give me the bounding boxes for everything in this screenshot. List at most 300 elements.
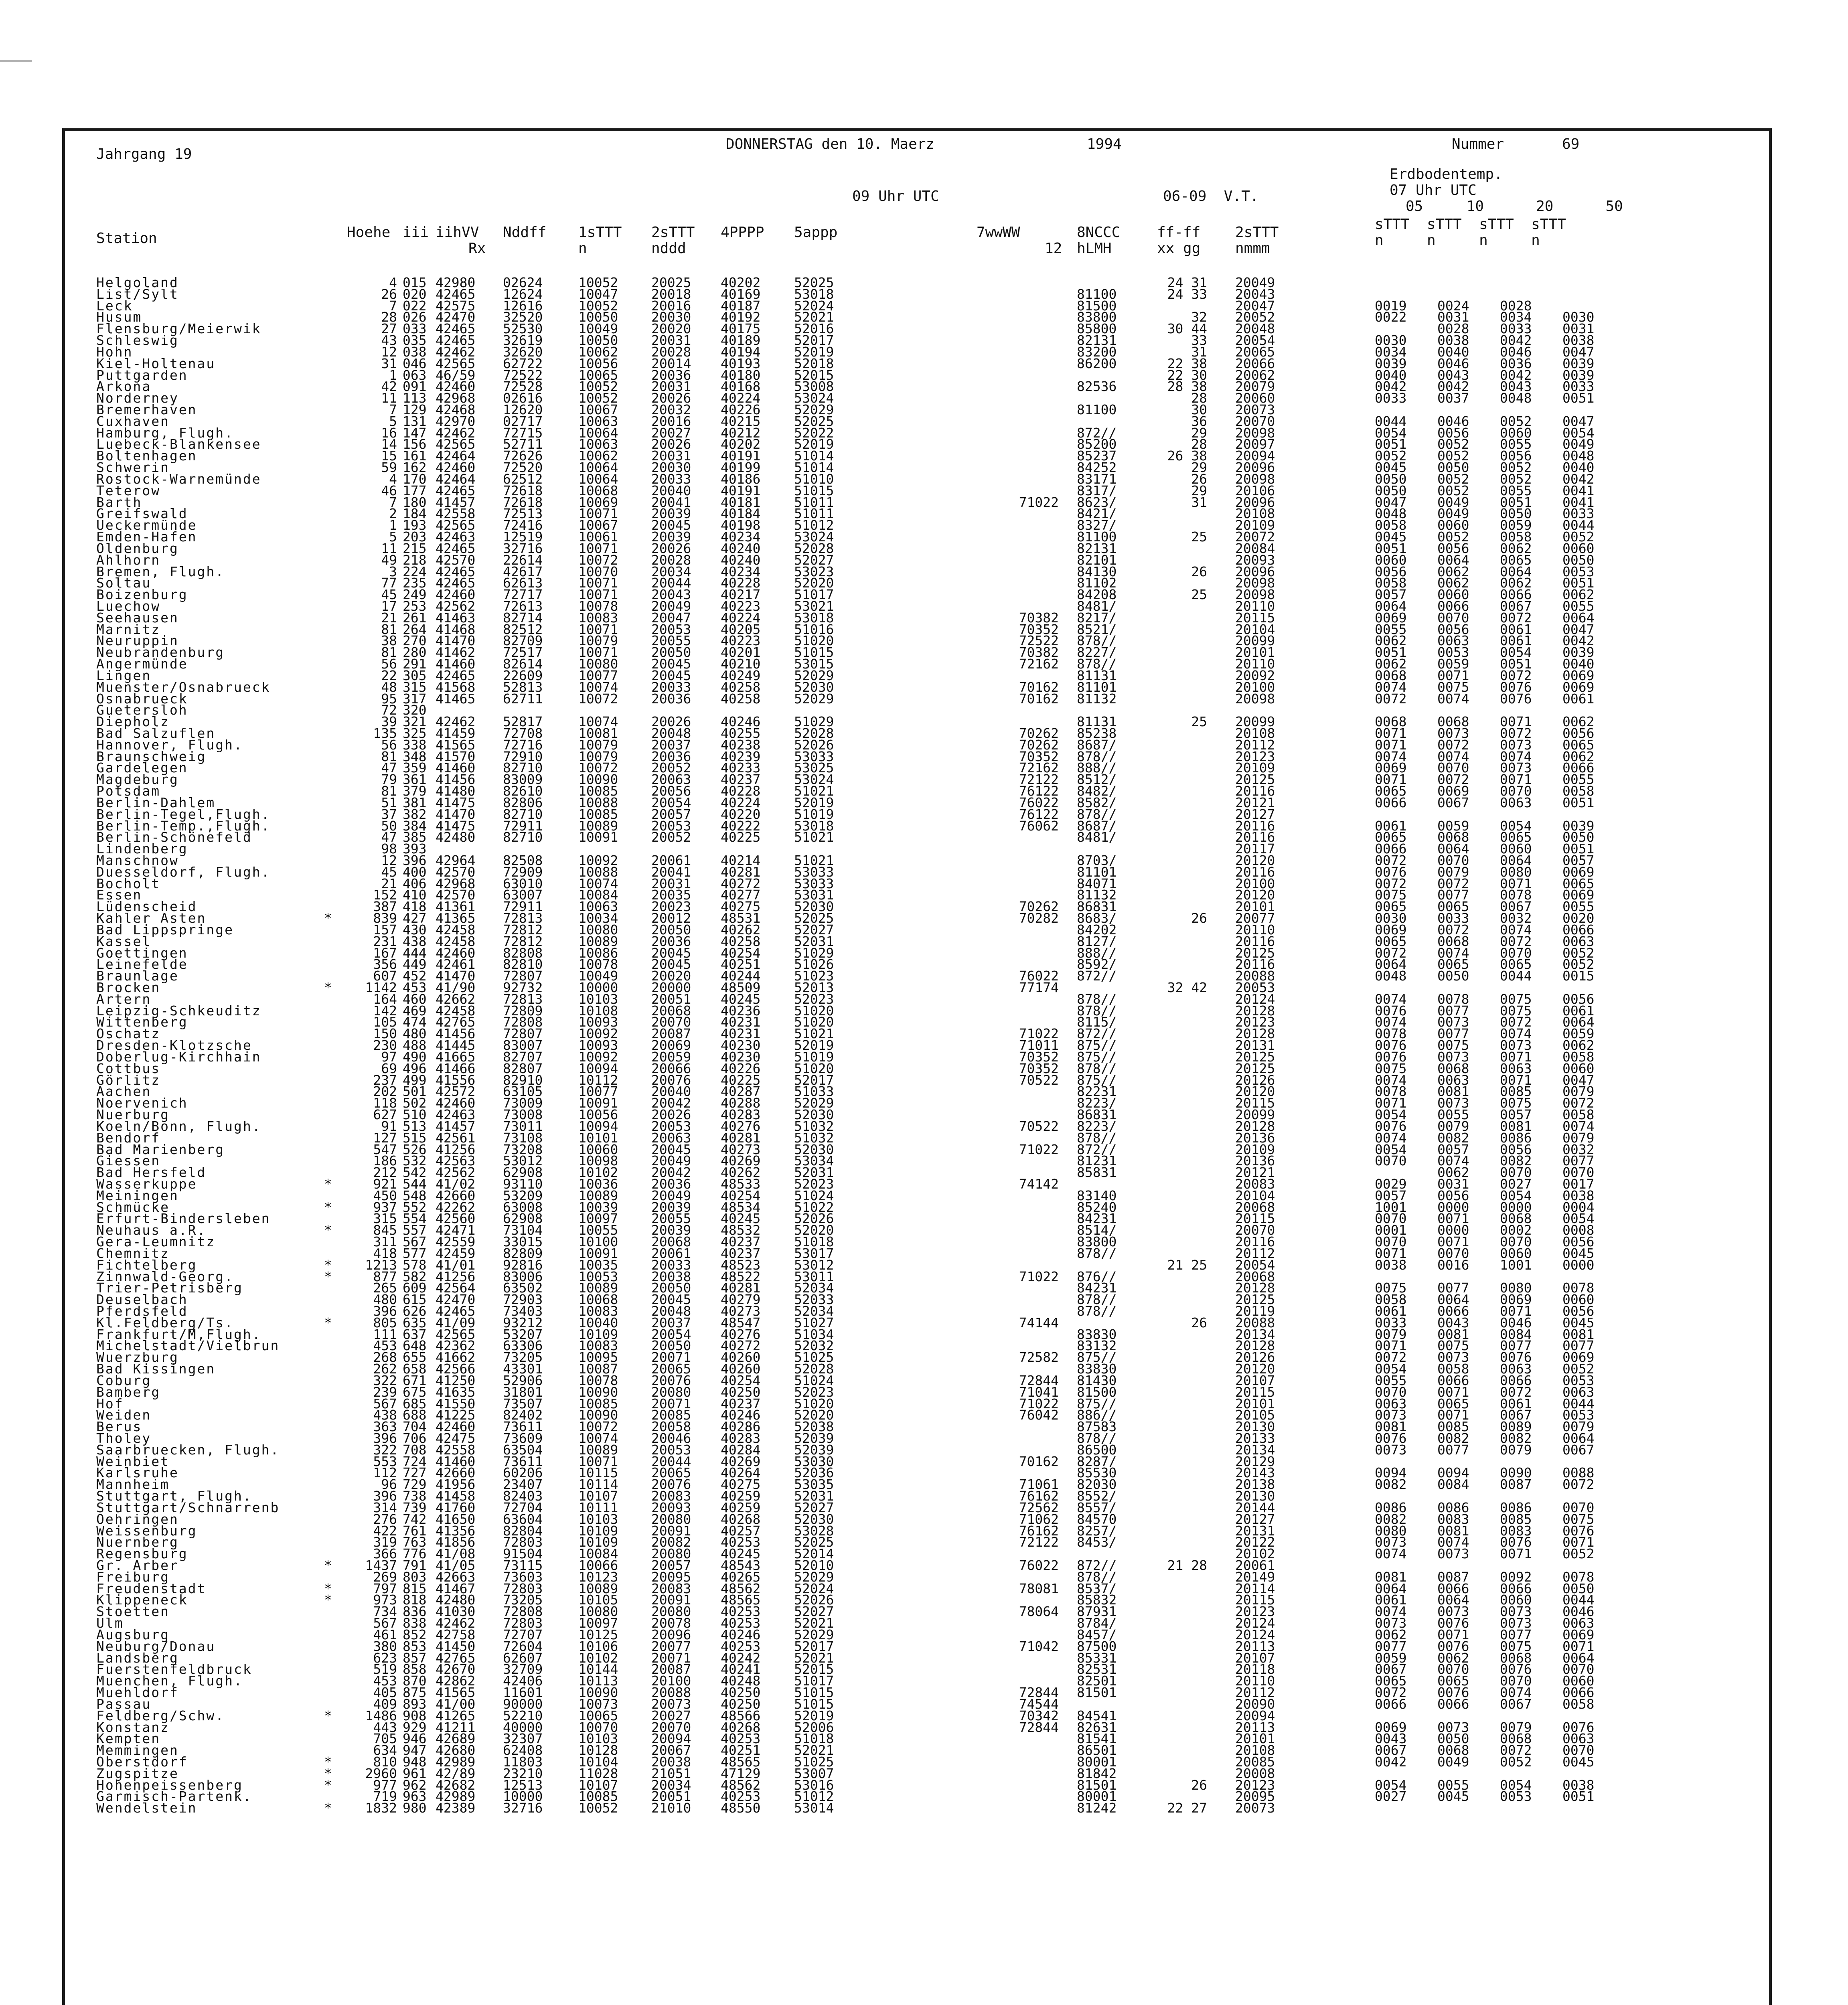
station-id: 671 (403, 1372, 427, 1388)
station-id: 515 (403, 1130, 427, 1146)
soil-temp-05: 0047 (1375, 494, 1407, 510)
group-nddff: 82808 (503, 945, 543, 961)
soil-temp-05: 0069 (1375, 610, 1407, 626)
soil-temp-10: 0077 (1437, 1003, 1469, 1019)
soil-temp-20: 0054 (1500, 644, 1532, 660)
group-1sttt: 10089 (578, 1442, 618, 1458)
group-1sttt: 10090 (578, 1685, 618, 1701)
soil-temp-05: 0082 (1375, 1476, 1407, 1493)
group-nddff: 52210 (503, 1707, 543, 1723)
col-station: Station (96, 230, 157, 247)
soil-temp-10: 0070 (1437, 760, 1469, 776)
soil-temp-20: 0067 (1500, 1696, 1532, 1712)
group-4pppp: 40231 (721, 1014, 761, 1030)
group-2sttt: 20026 (651, 390, 691, 406)
soil-temp-05: 0063 (1375, 1395, 1407, 1412)
soil-temp-20: 0063 (1500, 794, 1532, 810)
group-4pppp: 40249 (721, 667, 761, 683)
group-1sttt: 10036 (578, 1176, 618, 1192)
group-1sttt: 10089 (578, 1280, 618, 1296)
group-nddff: 62908 (503, 1211, 543, 1227)
soil-temp-50: 0066 (1562, 760, 1595, 776)
soil-temp-10: 0077 (1437, 1026, 1469, 1042)
group-4pppp: 40175 (721, 321, 761, 337)
station-name: Braunlage (96, 968, 179, 984)
soil-temp-20: 0065 (1500, 552, 1532, 568)
soil-temp-20: 0073 (1500, 1037, 1532, 1053)
station-id: 947 (403, 1742, 427, 1758)
soil-temp-05: 0074 (1375, 991, 1407, 1007)
station-height: 96 (381, 1476, 397, 1493)
station-id: 946 (403, 1731, 427, 1747)
group-8nccc: 82536 (1077, 379, 1117, 395)
group-nddff: 92732 (503, 980, 543, 996)
col-8nccc: 8NCCC (1077, 224, 1121, 241)
group-nddff: 11803 (503, 1754, 543, 1770)
group-4pppp: 48522 (721, 1268, 761, 1284)
station-id: 791 (403, 1557, 427, 1574)
soil-temp-50: 0077 (1562, 1338, 1595, 1354)
group-ff: 21 28 (1167, 1557, 1207, 1574)
group-1sttt: 10111 (578, 1499, 618, 1515)
group-1sttt: 10047 (578, 286, 618, 302)
group-2sttt: 20048 (651, 1303, 691, 1319)
group-nddff: 72522 (503, 367, 543, 383)
station-name: Regensburg (96, 1546, 188, 1562)
group-2sttt: 20077 (651, 1638, 691, 1654)
group-1sttt: 10088 (578, 864, 618, 880)
group-2sttt: 20033 (651, 679, 691, 695)
group-2sttt-min: 20065 (1235, 344, 1275, 360)
group-nddff: 40000 (503, 1719, 543, 1735)
group-8nccc: 87583 (1077, 1419, 1117, 1435)
group-ihvv: 41460 (436, 760, 476, 776)
group-nddff: 82804 (503, 1523, 543, 1539)
soil-temp-20: 0072 (1500, 667, 1532, 683)
group-2sttt: 20037 (651, 1314, 691, 1331)
soil-temp-20: 0092 (1500, 1569, 1532, 1585)
group-2sttt-min: 20112 (1235, 1245, 1275, 1261)
soil-temp-50: 0017 (1562, 1176, 1595, 1192)
group-2sttt-min: 20047 (1235, 298, 1275, 314)
soil-temp-20: 0034 (1500, 309, 1532, 325)
group-ihvv: 42968 (436, 390, 476, 406)
station-height: 97 (381, 1049, 397, 1065)
soil-temp-50: 0044 (1562, 1592, 1595, 1608)
soil-temp-20: 0071 (1500, 1049, 1532, 1065)
soil-temp-05: 0080 (1375, 1523, 1407, 1539)
group-ihvv: 41462 (436, 644, 476, 660)
station-height: 269 (373, 1569, 397, 1585)
group-7wwww: 71022 (1019, 1141, 1059, 1157)
group-ihvv: 42689 (436, 1731, 476, 1747)
group-1sttt: 10085 (578, 806, 618, 822)
soil-temp-10: 0074 (1437, 748, 1469, 764)
group-ihvv: 42465 (436, 667, 476, 683)
soil-temp-20: 0066 (1500, 1580, 1532, 1596)
group-ihvv: 41265 (436, 1707, 476, 1723)
group-1sttt: 10107 (578, 1777, 618, 1793)
group-1sttt: 10071 (578, 540, 618, 556)
soil-temp-05: 0051 (1375, 644, 1407, 660)
group-5appp: 52027 (794, 921, 834, 938)
group-7wwww: 72522 (1019, 633, 1059, 649)
soil-temp-50: 0076 (1562, 1719, 1595, 1735)
soil-temp-20: 0061 (1500, 621, 1532, 637)
group-nddff: 91504 (503, 1546, 543, 1562)
soil-temp-05: 0054 (1375, 1107, 1407, 1123)
soil-temp-10: 0049 (1437, 494, 1469, 510)
soil-temp-05: 0060 (1375, 552, 1407, 568)
col-soil-sub: n n n n (1375, 232, 1540, 249)
group-1sttt: 10084 (578, 887, 618, 903)
soil-temp-50: 0031 (1562, 321, 1595, 337)
soil-temp-05: 0058 (1375, 575, 1407, 591)
group-ihvv: 42460 (436, 587, 476, 603)
group-5appp: 51032 (794, 1118, 834, 1134)
soil-temp-10: 0064 (1437, 552, 1469, 568)
soil-temp-50: 0051 (1562, 1788, 1595, 1804)
group-ihvv: 41/01 (436, 1257, 476, 1273)
group-1sttt: 10062 (578, 448, 618, 464)
soil-temp-05: 0061 (1375, 1303, 1407, 1319)
soil-temp-20: 0078 (1500, 887, 1532, 903)
soil-temp-50: 0053 (1562, 563, 1595, 579)
group-4pppp: 40250 (721, 1696, 761, 1712)
soil-temp-10: 0065 (1437, 956, 1469, 972)
soil-temp-50: 0078 (1562, 1280, 1595, 1296)
station-id: 215 (403, 540, 427, 556)
soil-temp-10: 0066 (1437, 1372, 1469, 1388)
group-8nccc: 81541 (1077, 1731, 1117, 1747)
station-height: 26 (381, 286, 397, 302)
soil-temp-20: 0051 (1500, 656, 1532, 672)
group-nddff: 93110 (503, 1176, 543, 1192)
soil-temp-50: 0052 (1562, 1361, 1595, 1377)
station-height: 12 (381, 853, 397, 868)
high-station-marker: * (324, 910, 332, 926)
soil-temp-50: 0041 (1562, 494, 1595, 510)
group-4pppp: 40275 (721, 899, 761, 915)
soil-temp-05: 0043 (1375, 1731, 1407, 1747)
group-7wwww: 76122 (1019, 783, 1059, 799)
group-nddff: 22609 (503, 667, 543, 683)
group-8nccc: 875// (1077, 1049, 1117, 1065)
soil-temp-10: 0073 (1437, 1049, 1469, 1065)
station-id: 161 (403, 448, 427, 464)
group-nddff: 02717 (503, 413, 543, 429)
station-height: 239 (373, 1384, 397, 1400)
station-height: 3 (389, 563, 397, 579)
station-name: Luebeck-Blankensee (96, 436, 261, 452)
soil-temp-50: 0039 (1562, 355, 1595, 371)
soil-temp-20: 0065 (1500, 956, 1532, 972)
soil-temp-05: 0074 (1375, 1014, 1407, 1030)
group-8nccc: 85237 (1077, 448, 1117, 464)
group-5appp: 51032 (794, 1130, 834, 1146)
group-2sttt: 20042 (651, 1165, 691, 1181)
group-ihvv: 41550 (436, 1395, 476, 1412)
soil-temp-50: 0047 (1562, 621, 1595, 637)
station-id: 020 (403, 286, 427, 302)
soil-temp-05: 0058 (1375, 1292, 1407, 1308)
group-5appp: 52015 (794, 367, 834, 383)
soil-temp-50: 0076 (1562, 1523, 1595, 1539)
group-2sttt: 20070 (651, 1014, 691, 1030)
group-2sttt-min: 20100 (1235, 679, 1275, 695)
station-name: Frankfurt/M,Flugh. (96, 1326, 261, 1342)
group-ihvv: 42989 (436, 1788, 476, 1804)
station-name: Neuhaus a.R. (96, 1222, 207, 1238)
station-name: Fuerstenfeldbruck (96, 1661, 252, 1677)
group-1sttt: 10084 (578, 1546, 618, 1562)
station-name: Bendorf (96, 1130, 161, 1146)
group-ff: 24 33 (1167, 286, 1207, 302)
group-4pppp: 40277 (721, 887, 761, 903)
soil-temp-05: 0061 (1375, 818, 1407, 834)
station-id: 224 (403, 563, 427, 579)
soil-temp-20: 0079 (1500, 1442, 1532, 1458)
station-id: 270 (403, 633, 427, 649)
group-2sttt-min: 20129 (1235, 1453, 1275, 1469)
group-nddff: 02624 (503, 275, 543, 290)
soil-temp-05: 0055 (1375, 1372, 1407, 1388)
soil-temp-20: 0042 (1500, 332, 1532, 348)
group-ihvv: 42465 (436, 563, 476, 579)
group-8nccc: 86501 (1077, 1742, 1117, 1758)
station-id: 046 (403, 355, 427, 371)
group-ff: 29 (1191, 460, 1207, 476)
group-5appp: 51023 (794, 968, 834, 984)
group-nddff: 72416 (503, 517, 543, 533)
group-1sttt: 10077 (578, 1084, 618, 1100)
group-1sttt: 10097 (578, 1211, 618, 1227)
soil-temp-10: 0074 (1437, 691, 1469, 707)
station-name: Weinbiet (96, 1453, 170, 1469)
soil-temp-10: 0033 (1437, 910, 1469, 926)
soil-temp-10: 0072 (1437, 737, 1469, 753)
group-2sttt-min: 20098 (1235, 425, 1275, 441)
high-station-marker: * (324, 1754, 332, 1770)
group-ff: 21 25 (1167, 1257, 1207, 1273)
group-nddff: 73611 (503, 1419, 543, 1435)
group-8nccc: 84231 (1077, 1211, 1117, 1227)
soil-temp-10: 0043 (1437, 367, 1469, 383)
group-ihvv: 41256 (436, 1141, 476, 1157)
station-height: 363 (373, 1419, 397, 1435)
group-4pppp: 40255 (721, 725, 761, 741)
soil-temp-10: 0059 (1437, 656, 1469, 672)
soil-temp-50: 0052 (1562, 945, 1595, 961)
group-4pppp: 40245 (721, 1211, 761, 1227)
group-2sttt-min: 20121 (1235, 1165, 1275, 1181)
group-5appp: 52014 (794, 1546, 834, 1562)
soil-temp-50: 0033 (1562, 506, 1595, 522)
group-2sttt-min: 20134 (1235, 1326, 1275, 1342)
soil-temp-20: 0055 (1500, 436, 1532, 452)
soil-temp-05: 0071 (1375, 725, 1407, 741)
group-4pppp: 40212 (721, 425, 761, 441)
group-5appp: 52023 (794, 1176, 834, 1192)
soil-temp-05: 0076 (1375, 1003, 1407, 1019)
station-height: 1486 (365, 1707, 397, 1723)
group-4pppp: 40189 (721, 332, 761, 348)
station-name: Bad Lippspringe (96, 921, 234, 938)
group-ihvv: 42465 (436, 575, 476, 591)
group-1sttt: 10083 (578, 610, 618, 626)
group-2sttt: 20048 (651, 725, 691, 741)
soil-temp-20: 0075 (1500, 1095, 1532, 1111)
group-2sttt: 20031 (651, 448, 691, 464)
station-height: 977 (373, 1777, 397, 1793)
group-2sttt: 20055 (651, 633, 691, 649)
station-name: Meiningen (96, 1187, 179, 1203)
group-5appp: 52029 (794, 1626, 834, 1642)
group-ihvv: 41450 (436, 1638, 476, 1654)
group-4pppp: 40276 (721, 1118, 761, 1134)
group-8nccc: 81842 (1077, 1765, 1117, 1781)
group-ff: 26 (1191, 563, 1207, 579)
group-2sttt-min: 20088 (1235, 1314, 1275, 1331)
group-1sttt: 10089 (578, 1580, 618, 1596)
soil-temp-05: 0062 (1375, 1626, 1407, 1642)
station-height: 39 (381, 714, 397, 730)
soil-temp-05: 0001 (1375, 1222, 1407, 1238)
group-2sttt-min: 20099 (1235, 714, 1275, 730)
group-2sttt: 20070 (651, 1719, 691, 1735)
station-height: 17 (381, 598, 397, 614)
soil-temp-05: 0072 (1375, 875, 1407, 891)
group-nddff: 72809 (503, 1003, 543, 1019)
group-7wwww: 78081 (1019, 1580, 1059, 1596)
station-id: 929 (403, 1719, 427, 1735)
station-id: 548 (403, 1187, 427, 1203)
group-nddff: 52530 (503, 321, 543, 337)
soil-temp-05: 0051 (1375, 540, 1407, 556)
group-2sttt-min: 20073 (1235, 1800, 1275, 1816)
soil-temp-10: 0081 (1437, 1523, 1469, 1539)
group-8nccc: 888// (1077, 945, 1117, 961)
soil-temp-50: 0047 (1562, 344, 1595, 360)
group-5appp: 51015 (794, 1685, 834, 1701)
group-2sttt: 20076 (651, 1372, 691, 1388)
group-2sttt-min: 20125 (1235, 1049, 1275, 1065)
soil-temp-05: 0068 (1375, 667, 1407, 683)
group-ihvv: 42362 (436, 1338, 476, 1354)
group-nddff: 72911 (503, 899, 543, 915)
group-2sttt-min: 20121 (1235, 794, 1275, 810)
station-name: Hamburg, Flugh. (96, 425, 234, 441)
group-4pppp: 40230 (721, 1037, 761, 1053)
group-2sttt: 20045 (651, 1141, 691, 1157)
soil-temp-50: 0079 (1562, 1084, 1595, 1100)
soil-temp-10: 0037 (1437, 390, 1469, 406)
station-height: 4 (389, 471, 397, 487)
group-4pppp: 40237 (721, 1234, 761, 1250)
soil-temp-20: 0071 (1500, 772, 1532, 788)
station-name: Klippeneck (96, 1592, 188, 1608)
group-8nccc: 85800 (1077, 321, 1117, 337)
soil-temp-10: 0077 (1437, 887, 1469, 903)
soil-temp-20: 0054 (1500, 1187, 1532, 1203)
soil-temp-50: 0061 (1562, 1003, 1595, 1019)
group-ihvv: 41470 (436, 968, 476, 984)
soil-temp-05: 0073 (1375, 1534, 1407, 1550)
station-height: 111 (373, 1326, 397, 1342)
station-height: 118 (373, 1095, 397, 1111)
group-7wwww: 71022 (1019, 494, 1059, 510)
soil-temp-20: 0074 (1500, 921, 1532, 938)
soil-temp-50: 0054 (1562, 425, 1595, 441)
group-4pppp: 40236 (721, 1003, 761, 1019)
station-id: 510 (403, 1107, 427, 1123)
group-1sttt: 10090 (578, 772, 618, 788)
group-8nccc: 872// (1077, 968, 1117, 984)
group-ihvv: 42465 (436, 286, 476, 302)
group-2sttt: 20069 (651, 1037, 691, 1053)
soil-temp-20: 0068 (1500, 1211, 1532, 1227)
group-2sttt: 20038 (651, 1754, 691, 1770)
station-height: 1437 (365, 1557, 397, 1574)
group-4pppp: 40198 (721, 517, 761, 533)
group-ihvv: 42389 (436, 1800, 476, 1816)
soil-temp-10: 0073 (1437, 1604, 1469, 1620)
soil-temp-20: 0072 (1500, 1014, 1532, 1030)
group-nddff: 82402 (503, 1407, 543, 1423)
station-id: 815 (403, 1580, 427, 1596)
group-2sttt-min: 20092 (1235, 667, 1275, 683)
soil-temp-20: 0086 (1500, 1499, 1532, 1515)
group-5appp: 52038 (794, 1419, 834, 1435)
high-station-marker: * (324, 1580, 332, 1596)
group-4pppp: 40191 (721, 448, 761, 464)
station-height: 27 (381, 321, 397, 337)
soil-temp-50: 0071 (1562, 1534, 1595, 1550)
group-nddff: 72716 (503, 737, 543, 753)
soil-temp-10: 0084 (1437, 1476, 1469, 1493)
soil-temp-50: 0015 (1562, 968, 1595, 984)
soil-temp-10: 0082 (1437, 1130, 1469, 1146)
high-station-marker: * (324, 1268, 332, 1284)
group-2sttt-min: 20113 (1235, 1638, 1275, 1654)
group-2sttt-min: 20123 (1235, 1777, 1275, 1793)
station-height: 91 (381, 1118, 397, 1134)
group-ihvv: 41365 (436, 910, 476, 926)
station-id: 496 (403, 1060, 427, 1076)
soil-temp-20: 0063 (1500, 1361, 1532, 1377)
station-height: 396 (373, 1488, 397, 1504)
group-ihvv: 42470 (436, 309, 476, 325)
group-8nccc: 83200 (1077, 344, 1117, 360)
station-height: 81 (381, 621, 397, 637)
soil-temp-10: 0082 (1437, 1430, 1469, 1446)
soil-temp-10: 0062 (1437, 575, 1469, 591)
group-nddff: 72808 (503, 1604, 543, 1620)
soil-temp-20: 0050 (1500, 506, 1532, 522)
group-2sttt-min: 20128 (1235, 1118, 1275, 1134)
group-4pppp: 40259 (721, 1499, 761, 1515)
station-height: 186 (373, 1153, 397, 1169)
group-1sttt: 10035 (578, 1257, 618, 1273)
group-4pppp: 40224 (721, 390, 761, 406)
group-nddff: 62908 (503, 1165, 543, 1181)
station-id: 453 (403, 980, 427, 996)
soil-temp-10: 0066 (1437, 1303, 1469, 1319)
group-4pppp: 40181 (721, 494, 761, 510)
group-2sttt-min: 20108 (1235, 725, 1275, 741)
soil-temp-20: 0060 (1500, 1245, 1532, 1261)
group-8nccc: 81100 (1077, 529, 1117, 545)
